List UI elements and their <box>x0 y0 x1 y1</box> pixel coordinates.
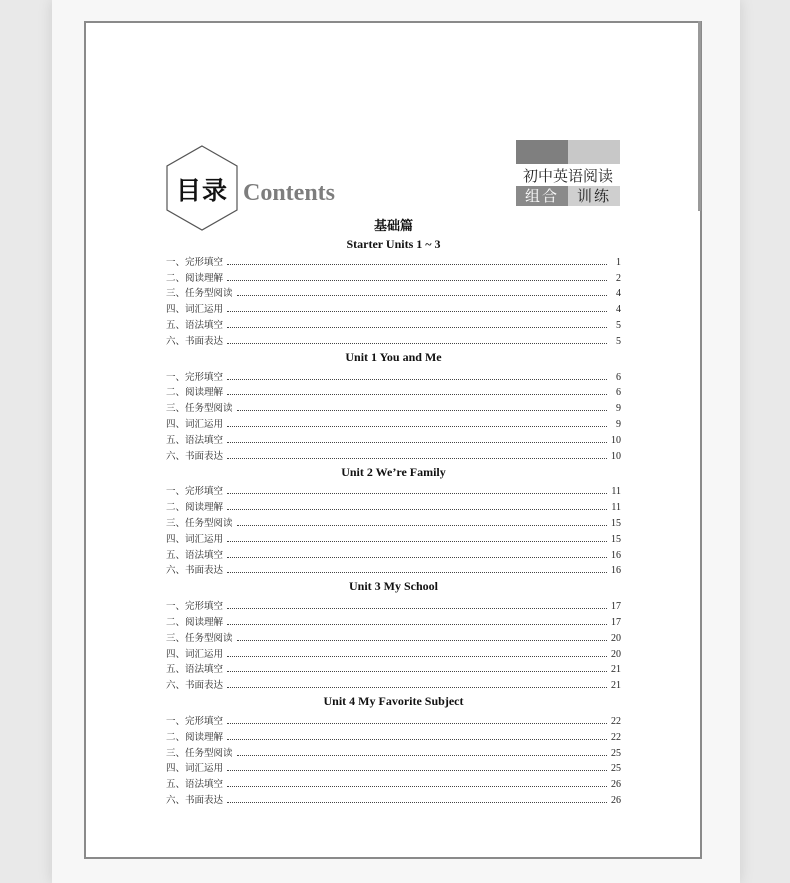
contents-title: Contents <box>243 180 336 206</box>
toc-entry-page: 20 <box>611 648 621 660</box>
toc-entry[interactable] <box>166 513 621 529</box>
toc-entry-label: 六、书面表达 <box>166 565 224 577</box>
dot-leader <box>227 624 607 625</box>
toc-entry-page: 21 <box>611 680 621 692</box>
dot-leader <box>227 802 607 803</box>
toc-entry-page: 25 <box>611 763 621 775</box>
toc-entry[interactable] <box>166 252 621 268</box>
toc-entry[interactable] <box>166 497 621 513</box>
dot-leader <box>227 572 607 573</box>
dot-leader <box>227 608 607 609</box>
toc-entry-page: 20 <box>611 632 621 644</box>
toc-entry-label: 五、语法填空 <box>166 549 224 561</box>
toc-entry[interactable] <box>166 299 621 315</box>
toc-entry[interactable] <box>166 727 621 743</box>
toc-entry-page: 21 <box>611 664 621 676</box>
part-title: 基础篇 <box>373 219 413 234</box>
section-title: Unit 2 We’re Family <box>341 464 446 479</box>
dot-leader <box>227 509 607 510</box>
toc-entry-page: 5 <box>616 319 621 331</box>
toc-entry[interactable] <box>166 315 621 331</box>
toc-entry[interactable] <box>166 482 621 498</box>
dot-leader <box>227 770 607 771</box>
toc-entry-page: 10 <box>611 450 621 462</box>
toc-entry-label: 二、阅读理解 <box>166 387 224 399</box>
toc-entry-label: 二、阅读理解 <box>166 272 224 284</box>
dot-leader <box>227 786 607 787</box>
badge-dark-bar <box>516 140 568 164</box>
toc-entry-label: 三、任务型阅读 <box>166 403 233 415</box>
toc-entry-label: 一、完形填空 <box>166 601 224 613</box>
dot-leader <box>227 458 607 459</box>
toc-entry[interactable] <box>166 545 621 561</box>
toc-entry[interactable] <box>166 331 621 347</box>
badge-line1: 初中英语阅读 <box>522 167 613 185</box>
toc-entry[interactable] <box>166 284 621 300</box>
toc-entry-page: 26 <box>611 779 621 791</box>
toc-entry[interactable] <box>166 414 621 430</box>
toc-entry-page: 4 <box>616 304 621 316</box>
badge-line2 <box>516 186 620 206</box>
dot-leader <box>237 640 607 641</box>
badge-light-bar <box>568 140 620 164</box>
toc-entry-page: 17 <box>611 616 621 628</box>
toc-entry-label: 四、词汇运用 <box>166 418 224 430</box>
toc-entry-label: 四、词汇运用 <box>166 533 224 545</box>
toc-entry[interactable] <box>166 675 621 691</box>
toc-entry-label: 五、语法填空 <box>166 664 224 676</box>
dot-leader <box>227 493 607 494</box>
dot-leader <box>227 311 607 312</box>
mulu-title: 目录 <box>176 176 229 205</box>
toc-entry-label: 五、语法填空 <box>166 434 224 446</box>
toc-entry[interactable] <box>166 383 621 399</box>
toc-entry[interactable] <box>166 529 621 545</box>
toc-entry-page: 10 <box>611 434 621 446</box>
dot-leader <box>227 394 607 395</box>
toc-entry-label: 三、任务型阅读 <box>166 288 233 300</box>
toc-entry-label: 六、书面表达 <box>166 335 224 347</box>
toc-entry-label: 六、书面表达 <box>166 794 224 806</box>
toc-entry[interactable] <box>166 430 621 446</box>
dot-leader <box>237 410 607 411</box>
toc-entry-page: 22 <box>611 731 621 743</box>
dot-leader <box>227 280 607 281</box>
toc-entry-label: 一、完形填空 <box>166 715 224 727</box>
toc-entry[interactable] <box>166 367 621 383</box>
dot-leader <box>227 343 607 344</box>
toc-entry-label: 二、阅读理解 <box>166 502 224 514</box>
toc-entry-page: 15 <box>611 533 621 545</box>
section-title: Unit 3 My School <box>348 579 438 594</box>
toc-entry-page: 25 <box>611 747 621 759</box>
toc-entry-page: 1 <box>616 256 621 268</box>
dot-leader <box>227 656 607 657</box>
toc-entry-label: 六、书面表达 <box>166 680 224 692</box>
toc-entry-page: 16 <box>611 565 621 577</box>
toc-entry[interactable] <box>166 759 621 775</box>
toc-entry-page: 26 <box>611 794 621 806</box>
toc-entry[interactable] <box>166 743 621 759</box>
dot-leader <box>227 541 607 542</box>
toc-entry-page: 9 <box>616 418 621 430</box>
toc-entry[interactable] <box>166 398 621 414</box>
toc-entry-label: 三、任务型阅读 <box>166 747 233 759</box>
toc-entry[interactable] <box>166 612 621 628</box>
dot-leader <box>227 379 607 380</box>
toc-entry[interactable] <box>166 628 621 644</box>
toc-entry-page: 11 <box>611 502 621 514</box>
toc-entry[interactable] <box>166 644 621 660</box>
toc-entry-label: 一、完形填空 <box>166 371 224 383</box>
badge-line2b: 训练 <box>568 186 620 206</box>
toc-entry-page: 17 <box>611 601 621 613</box>
toc-entry[interactable] <box>166 561 621 577</box>
toc-entry[interactable] <box>166 711 621 727</box>
toc-entry-page: 16 <box>611 549 621 561</box>
dot-leader <box>227 739 607 740</box>
toc-entry[interactable] <box>166 774 621 790</box>
toc-entry-page: 22 <box>611 715 621 727</box>
dot-leader <box>227 723 607 724</box>
dot-leader <box>227 264 607 265</box>
dot-leader <box>237 525 607 526</box>
badge-line2a: 组合 <box>516 186 568 206</box>
toc-entry-label: 五、语法填空 <box>166 779 224 791</box>
dot-leader <box>237 755 607 756</box>
toc-entry-page: 6 <box>616 371 621 383</box>
toc-entry-label: 三、任务型阅读 <box>166 517 233 529</box>
toc-entry-label: 四、词汇运用 <box>166 763 224 775</box>
dot-leader <box>227 426 607 427</box>
toc-entry-page: 11 <box>611 486 621 498</box>
toc-entry-label: 一、完形填空 <box>166 256 224 268</box>
toc-entry[interactable] <box>166 268 621 284</box>
toc-entry[interactable] <box>166 660 621 676</box>
section-title: Starter Units 1 ~ 3 <box>346 237 441 251</box>
toc-entry[interactable] <box>166 446 621 462</box>
series-badge <box>516 140 620 208</box>
page-edge-mark <box>698 21 701 211</box>
dot-leader <box>227 687 607 688</box>
toc-entry-page: 9 <box>616 403 621 415</box>
section-title: Unit 1 You and Me <box>345 349 442 364</box>
toc-entry-page: 6 <box>616 387 621 399</box>
dot-leader <box>227 327 607 328</box>
toc-entry-label: 四、词汇运用 <box>166 648 224 660</box>
dot-leader <box>227 442 607 443</box>
toc-entry-page: 4 <box>616 288 621 300</box>
dot-leader <box>237 295 607 296</box>
toc-entry-label: 二、阅读理解 <box>166 731 224 743</box>
toc-entry-label: 三、任务型阅读 <box>166 632 233 644</box>
toc-entry-page: 15 <box>611 517 621 529</box>
dot-leader <box>227 557 607 558</box>
section-title: Unit 4 My Favorite Subject <box>323 694 464 709</box>
toc-entry-label: 五、语法填空 <box>166 319 224 331</box>
toc-entry[interactable] <box>166 596 621 612</box>
table-of-contents <box>166 218 621 806</box>
toc-entry[interactable] <box>166 790 621 806</box>
toc-entry-label: 二、阅读理解 <box>166 616 224 628</box>
toc-entry-page: 5 <box>616 335 621 347</box>
toc-entry-label: 一、完形填空 <box>166 486 224 498</box>
toc-entry-label: 四、词汇运用 <box>166 304 224 316</box>
toc-entry-page: 2 <box>616 272 621 284</box>
dot-leader <box>227 671 607 672</box>
toc-entry-label: 六、书面表达 <box>166 450 224 462</box>
